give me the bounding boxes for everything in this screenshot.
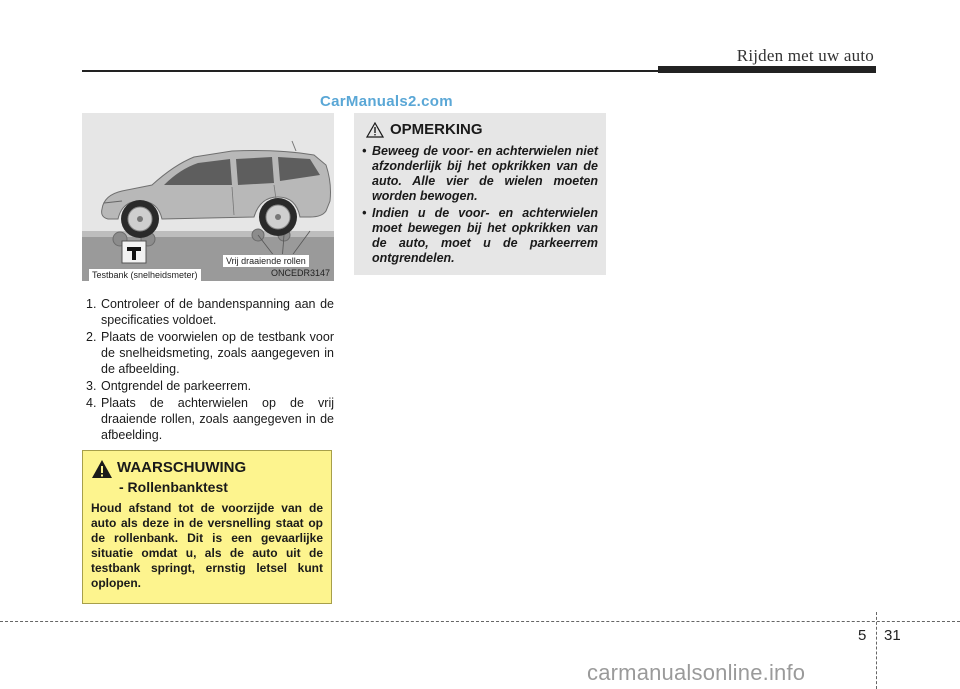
figure-code: ONCEDR3147 [270, 268, 330, 278]
step-3: 3. Ontgrendel de parkeerrem. [86, 379, 252, 393]
section-title: Rijden met uw auto [736, 46, 874, 65]
header-rule-accent [658, 66, 876, 73]
header-rule [82, 70, 660, 72]
procedure-steps [86, 296, 334, 444]
chapter-number: 5 [858, 627, 867, 644]
footer-divider [876, 612, 877, 689]
warning-triangle-icon [91, 459, 113, 479]
watermark-bottom[interactable]: carmanualsonline.info [587, 660, 806, 685]
dyno-test-figure [82, 113, 334, 281]
step-2: 2. Plaats de voorwielen op de testbank voor de snelheidsmeting, zoals aangegeven in de afbeelding. [86, 330, 334, 376]
warning-box [82, 450, 332, 604]
warning-title: WAARSCHUWING [117, 459, 247, 476]
watermark-top[interactable]: CarManuals2.com [320, 93, 453, 110]
note-item-2: • Indien u de voor- en achterwielen moet bewegen bij het opkrikken van de auto, moet u de parkeerrem ontgrendelen. [362, 206, 598, 265]
page-number: 31 [884, 627, 901, 644]
rear-wheel [259, 198, 297, 236]
step-1: 1. Controleer of de bandenspanning aan de specificaties voldoet. [86, 297, 334, 327]
label-free-rollers: Vrij draaiende rollen [222, 254, 310, 268]
note-box [354, 113, 606, 275]
note-item-1: • Beweeg de voor- en achterwielen niet afzonderlijk bij het opkrikken van de auto. Alle vier de wielen moeten worden bewogen. [362, 144, 598, 203]
footer-rule [0, 621, 960, 622]
caution-triangle-icon [366, 122, 384, 138]
note-list [362, 144, 598, 266]
warning-subtitle: - Rollenbanktest [119, 479, 228, 495]
warning-body: Houd afstand tot de voorzijde van de auto als deze in de versnelling staat op de rollenbank. Dit is een gevaarlijke situatie omdat u, als de auto uit de testbank springt, ernstig letsel kunt oplopen. [91, 501, 323, 590]
label-dyno: Testbank (snelheidsmeter) [88, 268, 202, 281]
note-title: OPMERKING [390, 121, 483, 138]
front-wheel [121, 200, 159, 238]
step-4: 4. Plaats de achterwielen op de vrij draaiende rollen, zoals aangegeven in de afbeelding. [86, 396, 334, 442]
